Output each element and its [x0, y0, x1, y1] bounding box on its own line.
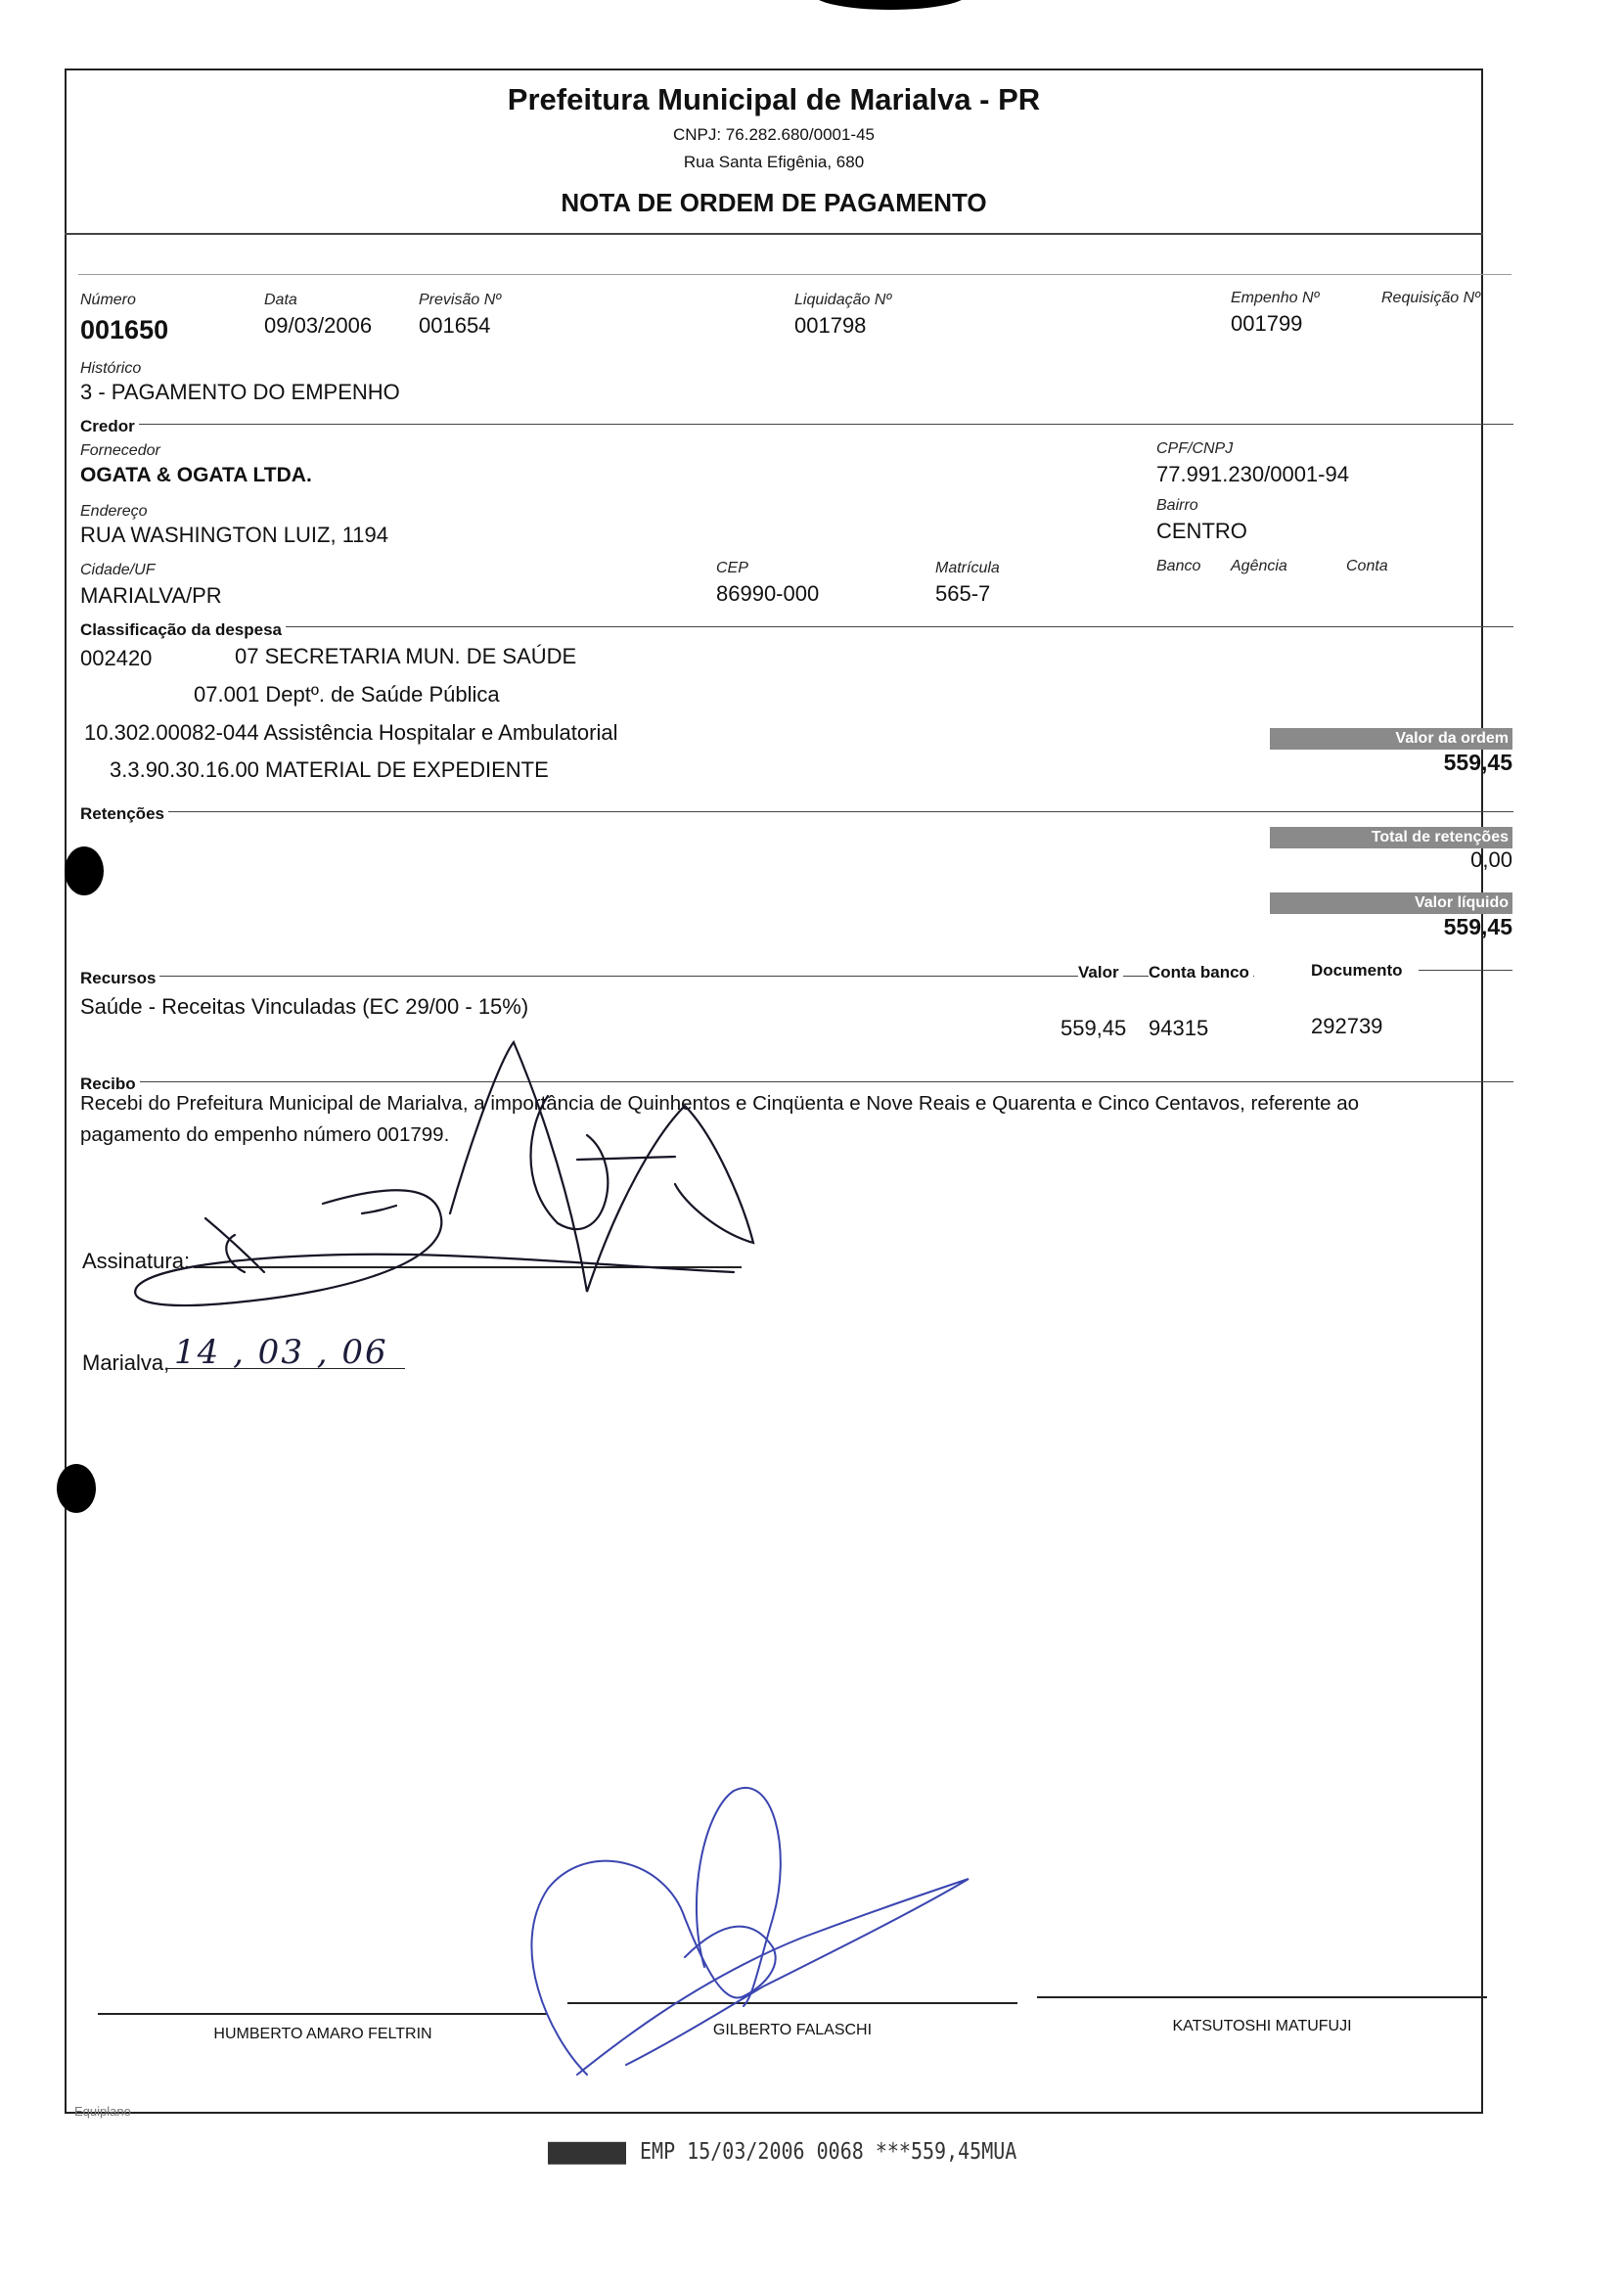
- valor-ordem-label: Valor da ordem: [1270, 728, 1512, 750]
- signature-name-2: GILBERTO FALASCHI: [712, 2022, 873, 2038]
- approver-signature-stroke: [531, 1861, 744, 2075]
- classificacao-code: 002420: [80, 646, 153, 670]
- recibo-text-line1: Recebi do Prefeitura Municipal de Marialva, a importância de Quinhentos e Cinqüenta e Nove Reais e Quarenta e Cinco Centavos, referente ao: [80, 1092, 1360, 1115]
- cpf-value: 77.991.230/0001-94: [1156, 462, 1349, 486]
- marialva-label: Marialva,: [82, 1350, 170, 1375]
- recursos-documento: 292739: [1311, 1014, 1383, 1038]
- classificacao-line1: 07 SECRETARIA MUN. DE SAÚDE: [235, 644, 577, 668]
- previsao-value: 001654: [419, 313, 491, 338]
- signature-name-3: KATSUTOSHI MATUFUJI: [1172, 2018, 1352, 2034]
- recursos-documento-label: Documento: [1311, 961, 1407, 981]
- recursos-valor: 559,45: [1060, 1016, 1127, 1040]
- receiver-signature-stroke: [362, 1206, 396, 1213]
- approver-signature-stroke: [697, 1788, 781, 2006]
- banco-label: Banco: [1156, 558, 1201, 574]
- historico-value: 3 - PAGAMENTO DO EMPENHO: [80, 380, 400, 404]
- bairro-label: Bairro: [1156, 497, 1198, 514]
- liquidacao-value: 001798: [794, 313, 867, 338]
- address-text: Rua Santa Efigênia, 680: [683, 153, 865, 171]
- classificacao-line2: 07.001 Deptº. de Saúde Pública: [194, 682, 500, 707]
- retencoes-section-title: Retenções: [80, 804, 168, 824]
- data-value: 09/03/2006: [264, 313, 373, 338]
- cidade-value: MARIALVA/PR: [80, 583, 222, 608]
- cep-value: 86990-000: [716, 581, 820, 606]
- cnpj-text: CNPJ: 76.282.680/0001-45: [672, 125, 876, 144]
- agencia-label: Agência: [1231, 558, 1287, 574]
- signature-name-1: HUMBERTO AMARO FELTRIN: [213, 2026, 432, 2042]
- previsao-label: Previsão Nº: [419, 292, 502, 308]
- cidade-label: Cidade/UF: [80, 562, 156, 578]
- recibo-section-title: Recibo: [80, 1074, 140, 1094]
- liquidacao-label: Liquidação Nº: [794, 292, 892, 308]
- valor-ordem-value: 559,45: [1443, 750, 1512, 775]
- valor-liquido-value: 559,45: [1443, 914, 1512, 939]
- conta-label: Conta: [1346, 558, 1388, 574]
- classificacao-line3: 10.302.00082-044 Assistência Hospitalar e Ambulatorial: [84, 720, 618, 745]
- fornecedor-label: Fornecedor: [80, 442, 160, 459]
- total-retencoes-value: 0,00: [1470, 847, 1512, 872]
- classificacao-section-title: Classificação da despesa: [80, 620, 286, 640]
- historico-label: Histórico: [80, 360, 142, 377]
- assinatura-label: Assinatura:: [82, 1249, 191, 1273]
- receiver-signature-stroke: [577, 1157, 675, 1160]
- matricula-label: Matrícula: [935, 560, 1000, 576]
- handwritten-date: 14 , 03 , 06: [174, 1333, 388, 1372]
- bairro-value: CENTRO: [1156, 519, 1247, 543]
- empenho-value: 001799: [1231, 311, 1303, 336]
- receiver-signature-stroke: [450, 1042, 753, 1292]
- software-credit: Equiplano: [74, 2104, 131, 2119]
- document-title: NOTA DE ORDEM DE PAGAMENTO: [561, 188, 987, 217]
- credor-section-title: Credor: [80, 417, 139, 436]
- recursos-conta-label: Conta banco: [1149, 963, 1253, 982]
- matricula-value: 565-7: [935, 581, 991, 606]
- total-retencoes-label: Total de retenções: [1270, 827, 1512, 848]
- requisicao-label: Requisição Nº: [1381, 290, 1480, 306]
- recursos-descricao: Saúde - Receitas Vinculadas (EC 29/00 - 15%): [80, 994, 529, 1019]
- cpf-label: CPF/CNPJ: [1156, 440, 1234, 457]
- bank-stamp-text: EMP 15/03/2006 0068 ***559,45MUA: [640, 2137, 1017, 2165]
- fornecedor-value: OGATA & OGATA LTDA.: [80, 464, 312, 486]
- recibo-text-line2: pagamento do empenho número 001799.: [80, 1123, 450, 1146]
- classificacao-line4: 3.3.90.30.16.00 MATERIAL DE EXPEDIENTE: [110, 757, 549, 782]
- numero-label: Número: [80, 292, 136, 308]
- receiver-signature-stroke: [135, 1190, 734, 1305]
- numero-value: 001650: [80, 315, 169, 344]
- endereco-value: RUA WASHINGTON LUIZ, 1194: [80, 523, 389, 547]
- approver-signature-stroke: [577, 1879, 969, 2075]
- data-label: Data: [264, 292, 297, 308]
- endereco-label: Endereço: [80, 503, 148, 520]
- empenho-label: Empenho Nº: [1231, 290, 1320, 306]
- recursos-conta: 94315: [1149, 1016, 1209, 1040]
- page-title: Prefeitura Municipal de Marialva - PR: [507, 82, 1041, 116]
- recursos-section-title: Recursos: [80, 969, 159, 988]
- recursos-valor-label: Valor: [1078, 963, 1123, 982]
- valor-liquido-label: Valor líquido: [1270, 892, 1512, 914]
- cep-label: CEP: [716, 560, 748, 576]
- receiver-signature-stroke: [226, 1235, 245, 1272]
